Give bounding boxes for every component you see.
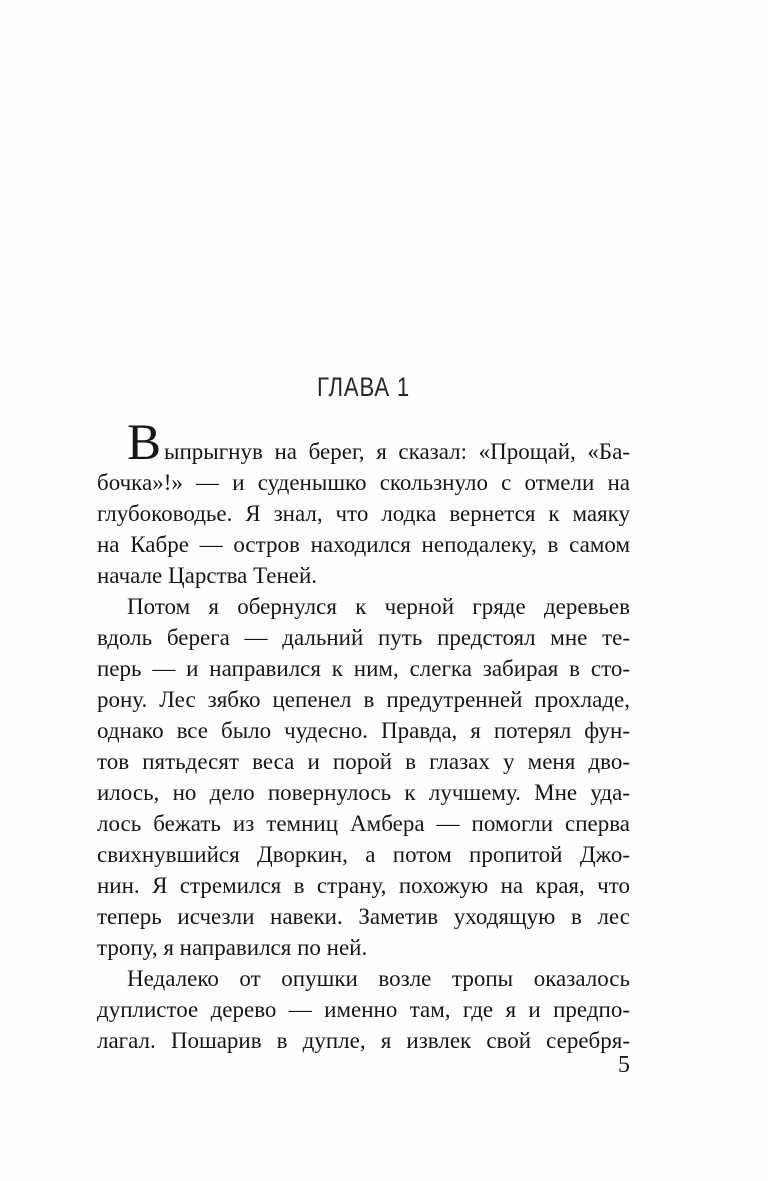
text-block xyxy=(97,415,630,1056)
text-line: рону. Лес зябко цепенел в предутренней прохладе, xyxy=(97,687,630,712)
text-line: глубоководье. Я знал, что лодка вернется к маяку xyxy=(97,501,630,526)
text-line: Потом я обернулся к черной гряде деревьев xyxy=(127,594,630,619)
text-line: Недалеко от опушки возле тропы оказалось xyxy=(127,966,630,991)
text-line: Выпрыгнув на берег, я сказал: «Прощай, «Ба- xyxy=(127,415,630,471)
initial-cap: В xyxy=(127,415,162,471)
text-line: дуплистое дерево — именно там, где я и предпо- xyxy=(97,997,630,1022)
text-line: нин. Я стремился в страну, похожую на края, что xyxy=(97,873,630,898)
text-line: илось, но дело повернулось к лучшему. Мне уда- xyxy=(97,780,630,805)
paragraph xyxy=(97,591,630,963)
text-line: лагал. Пошарив в дупле, я извлек свой серебря- xyxy=(97,1028,630,1053)
text-line: на Кабре — остров находился неподалеку, в самом xyxy=(97,532,630,557)
paragraph xyxy=(97,415,630,591)
text-line: тропу, я направился по ней. xyxy=(97,935,368,960)
text-line: начале Царства Теней. xyxy=(97,563,318,588)
page-number: 5 xyxy=(618,1052,630,1078)
text-line: теперь исчезли навеки. Заметив уходящую в лес xyxy=(97,904,630,929)
text-line: перь — и направился к ним, слегка забирая в сто- xyxy=(97,656,630,681)
text-line: лось бежать из темниц Амбера — помогли сперва xyxy=(97,811,630,836)
chapter-heading: ГЛАВА 1 xyxy=(316,372,411,402)
paragraph xyxy=(97,963,630,1056)
text-line: бочка»!» — и суденышко скользнуло с отмели на xyxy=(97,470,630,495)
text-line: вдоль берега — дальний путь предстоял мне те- xyxy=(97,625,630,650)
text-line: однако все было чудесно. Правда, я потерял фун- xyxy=(97,718,630,743)
text-line: свихнувшийся Дворкин, а потом пропитой Джо- xyxy=(97,842,630,867)
text-line: тов пятьдесят веса и порой в глазах у меня дво- xyxy=(97,749,630,774)
